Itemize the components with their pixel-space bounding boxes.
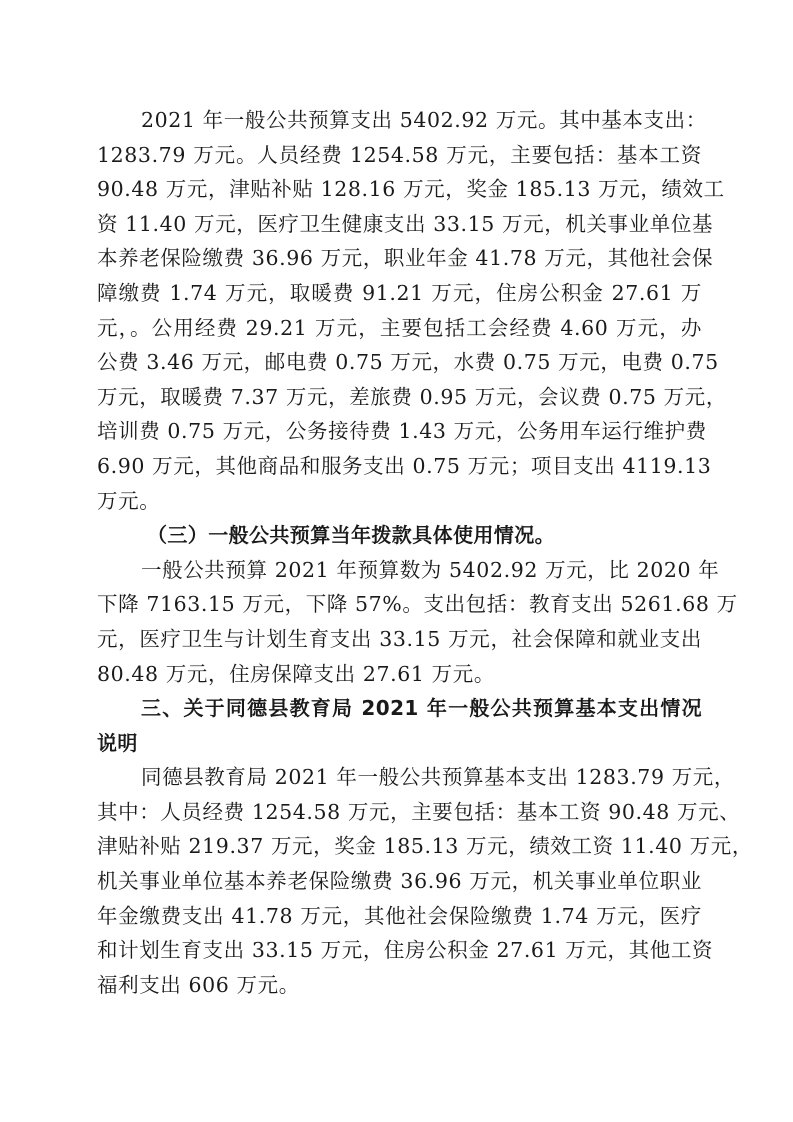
text-line: 1283.79 万元。人员经费 1254.58 万元，主要包括：基本工资 [97,142,702,167]
text-line: 机关事业单位基本养老保险缴费 36.96 万元，机关事业单位职业 [97,869,702,894]
text-line: 公费 3.46 万元，邮电费 0.75 万元，水费 0.75 万元，电费 0.75 [97,350,719,375]
text-line: 万元。 [97,488,161,513]
text-line: 障缴费 1.74 万元，取暖费 91.21 万元，住房公积金 27.61 万 [97,280,702,305]
text-line: 6.90 万元，其他商品和服务支出 0.75 万元；项目支出 4119.13 [97,453,712,478]
text-line: 下降 7163.15 万元，下降 57%。支出包括：教育支出 5261.68 万 [97,592,738,617]
heading-line: 说明 [97,730,138,755]
text-line: 同德县教育局 2021 年一般公共预算基本支出 1283.79 万元， [141,765,736,790]
text-line: 资 11.40 万元，医疗卫生健康支出 33.15 万元，机关事业单位基 [97,211,714,236]
text-line: 培训费 0.75 万元，公务接待费 1.43 万元，公务用车运行维护费 [97,419,707,444]
text-line: 2021 年一般公共预算支出 5402.92 万元。其中基本支出： [141,108,707,132]
text-line: 和计划生育支出 33.15 万元，住房公积金 27.61 万元，其他工资 [97,938,714,963]
paragraph-appropriation-usage [97,553,738,691]
text-line: 年金缴费支出 41.78 万元，其他社会保险缴费 1.74 万元，医疗 [97,903,702,928]
text-line: 90.48 万元，津贴补贴 128.16 万元，奖金 185.13 万元，绩效工 [97,177,725,202]
paragraph-general-budget-expenditure [97,103,727,518]
text-line: 元，医疗卫生与计划生育支出 33.15 万元，社会保障和就业支出 [97,626,702,651]
document-page [97,103,753,1002]
text-line: 万元，取暖费 7.37 万元，差旅费 0.95 万元，会议费 0.75 万元， [97,384,727,409]
section-heading-3: （三）一般公共预算当年拨款具体使用情况。 [147,523,555,548]
heading-line: 三、关于同德县教育局 2021 年一般公共预算基本支出情况 [141,696,702,721]
section-heading-three [97,691,702,760]
text-line: 80.48 万元，住房保障支出 27.61 万元。 [97,661,495,686]
text-line: 其中：人员经费 1254.58 万元，主要包括：基本工资 90.48 万元、 [97,799,741,824]
paragraph-basic-expenditure [97,760,753,1002]
text-line: 一般公共预算 2021 年预算数为 5402.92 万元，比 2020 年 [141,557,720,582]
text-line: 福利支出 606 万元。 [97,972,300,997]
text-line: 津贴补贴 219.37 万元，奖金 185.13 万元，绩效工资 11.40 万元， [97,834,753,859]
text-line: 本养老保险缴费 36.96 万元，职业年金 41.78 万元，其他社会保 [97,246,714,271]
text-line: 元，。公用经费 29.21 万元，主要包括工会经费 4.60 万元，办 [97,315,702,340]
